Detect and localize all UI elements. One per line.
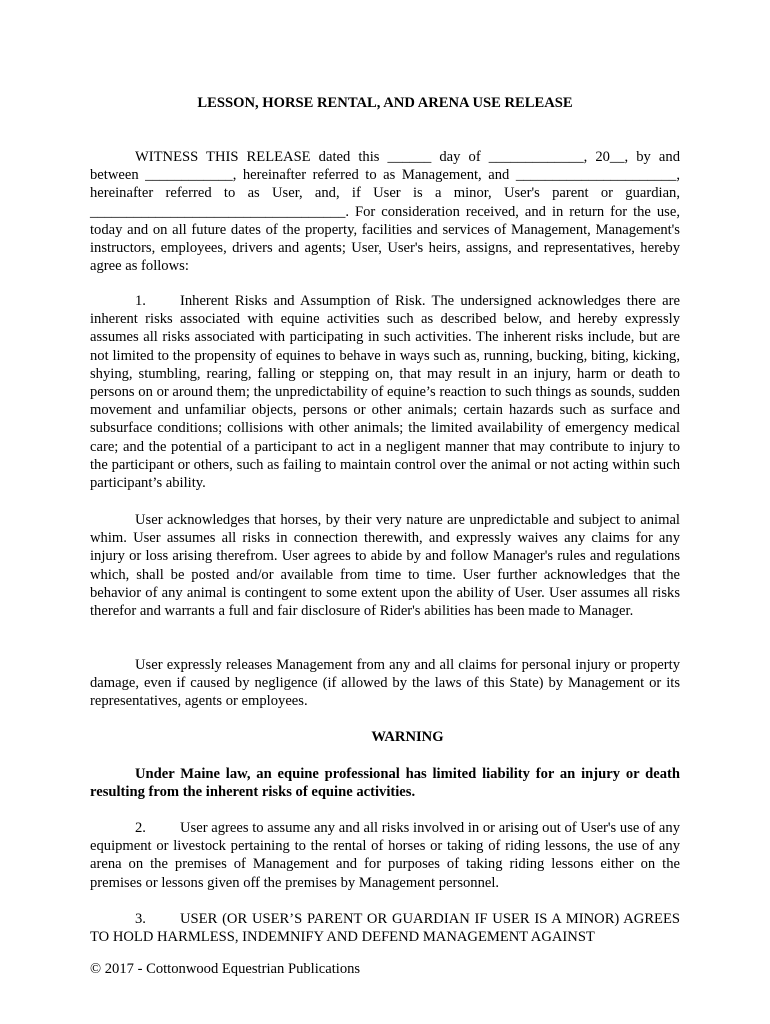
- section-2-block: [90, 819, 680, 892]
- section-2-number: 2.: [135, 820, 146, 836]
- section-1-number: 1.: [135, 293, 146, 309]
- section-3-paragraph: [90, 910, 680, 946]
- paragraph-3: User expressly releases Management from any and all claims for personal injury or property damage, even if caused by negligence (if allowed by the laws of this State) by Management or its representatives, agents or employees.: [90, 657, 680, 710]
- section-3-number: 3.: [135, 911, 146, 927]
- paragraph-3-block: [90, 656, 680, 711]
- section-1-block: [90, 292, 680, 492]
- paragraph-2: User acknowledges that horses, by their very nature are unpredictable and subject to animal whim. User assumes all risks in connection therewith, and expressly waives any claims for any injury or loss arising therefrom. User agrees to abide by and follow Manager's rules and regulations which, shall be posted and/or available from time to time. User further acknowledges that the behavior of any animal is contingent to some extent upon the ability of User. User assumes all risks therefor and warrants a full and fair disclosure of Rider's abilities has been made to Manager.: [90, 512, 680, 620]
- warning-text: Under Maine law, an equine professional has limited liability for an injury or death resulting from the inherent risks of equine activities.: [90, 766, 680, 801]
- copyright-footer: © 2017 - Cottonwood Equestrian Publications: [90, 961, 361, 977]
- section-3-text: USER (OR USER’S PARENT OR GUARDIAN IF USER IS A MINOR) AGREES TO HOLD HARMLESS, INDEMNIFY AND DEFEND MANAGEMENT AGAINST: [90, 911, 680, 946]
- section-2-paragraph: [90, 819, 680, 892]
- section-2-text: User agrees to assume any and all risks involved in or arising out of User's use of any equipment or livestock pertaining to the rental of horses or taking of riding lessons, the use of any arena on the premises of Management and for purposes of taking riding lessons either on the premises or lessons given off the premises by Management personnel.: [90, 820, 680, 891]
- section-3-block: [90, 910, 680, 946]
- warning-heading: WARNING: [371, 729, 444, 745]
- witness-paragraph-block: [90, 148, 680, 275]
- paragraph-2-block: [90, 511, 680, 620]
- witness-paragraph: WITNESS THIS RELEASE dated this ______ day of _____________, 20__, by and between ____________, hereinafter referred to as Management, and ______________________, hereinafter referred to as User, and, if User is a minor, User's parent or guardian, ___________________________________. For consideration received, and in return for the use, today and on all future dates of the property, facilities and services of Management, Management's instructors, employees, drivers and agents; User, User's heirs, assigns, and representatives, hereby agree as follows:: [90, 149, 680, 275]
- warning-text-block: [90, 765, 680, 801]
- document-title: LESSON, HORSE RENTAL, AND ARENA USE RELEASE: [197, 95, 573, 111]
- section-1-text: Inherent Risks and Assumption of Risk. The undersigned acknowledges there are inherent risks associated with equine activities such as described below, and hereby expressly assumes all risks associated with participating in such activities. The inherent risks include, but are not limited to the propensity of equines to behave in ways such as, running, bucking, biting, kicking, shying, stumbling, rearing, falling or stepping on, that may result in an injury, harm or death to persons on or around them; the unpredictability of equine’s reaction to such things as sounds, sudden movement and unfamiliar objects, persons or other animals; certain hazards such as surface and subsurface conditions; collisions with other animals; the limited availability of emergency medical care; and the potential of a participant to act in a negligent manner that may contribute to injury to the participant or others, such as failing to maintain control over the animal or not acting within such participant’s ability.: [90, 293, 680, 492]
- section-1-paragraph: [90, 292, 680, 492]
